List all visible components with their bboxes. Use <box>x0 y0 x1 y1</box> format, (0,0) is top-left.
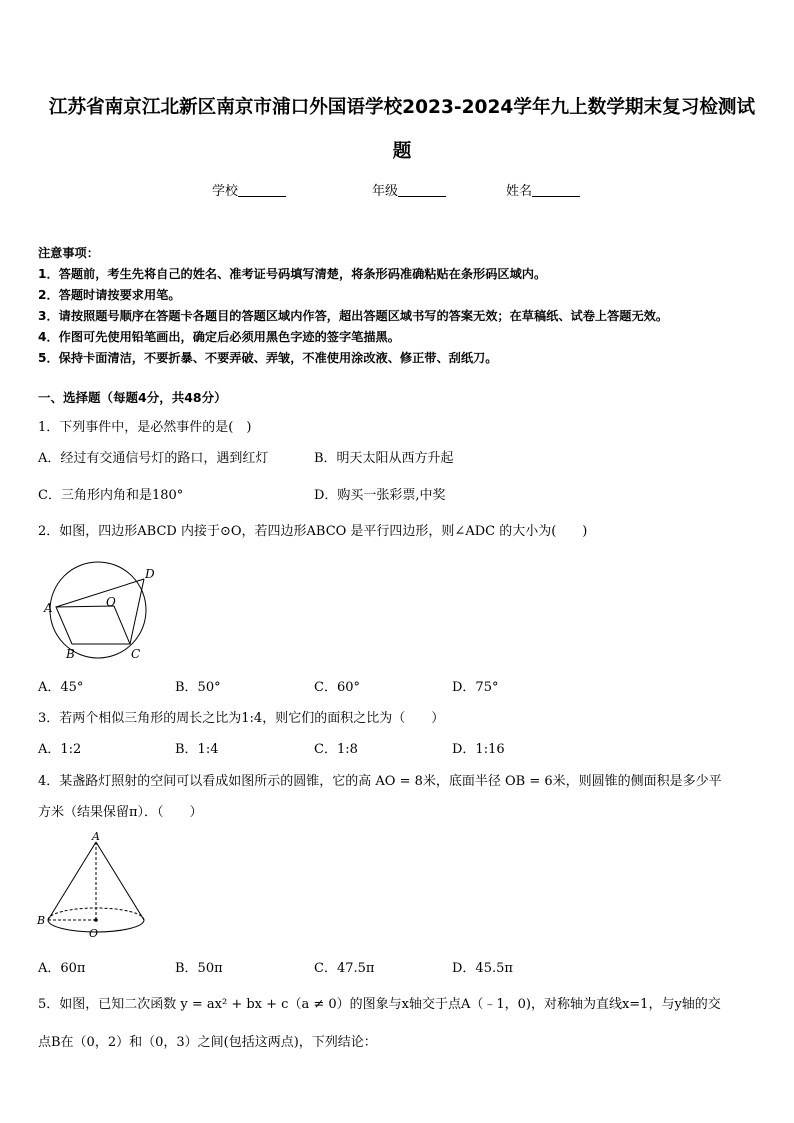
circle-quadrilateral-figure <box>36 560 168 664</box>
name-field <box>506 180 580 199</box>
question-3-option-c: C．1:8 <box>314 742 358 757</box>
grade-blank <box>398 183 446 197</box>
label-b: B <box>66 647 75 661</box>
question-2-option-d: D．75° <box>452 680 499 695</box>
parallelogram-abco <box>56 606 130 644</box>
question-1-option-d: D．购买一张彩票,中奖 <box>314 488 446 503</box>
label-a: A <box>44 601 53 615</box>
label-c: C <box>131 647 141 661</box>
question-2-stem: 2．如图，四边形ABCD 内接于⊙O，若四边形ABCO 是平行四边形，则∠ADC 的大小为( ) <box>38 524 588 539</box>
question-4-option-a: A．60π <box>38 961 86 976</box>
question-3-option-d: D．1:16 <box>452 742 505 757</box>
note-item: 5．保持卡面清洁，不要折暴、不要弄破、弄皱，不准使用涂改液、修正带、刮纸刀。 <box>38 351 498 365</box>
grade-field <box>372 180 446 199</box>
page-title: 江苏省南京江北新区南京市浦口外国语学校2023-2024学年九上数学期末复习检测试题 <box>48 97 756 162</box>
question-2-option-a: A．45° <box>38 680 84 695</box>
cone-left-edge <box>48 842 96 920</box>
question-5-stem-line1: 5．如图，已知二次函数 y = ax² + bx + c（a ≠ 0）的图象与x轴交于点A（﹣1，0)，对称轴为直线x=1，与y轴的交 <box>38 997 721 1012</box>
label-o: O <box>89 927 99 940</box>
question-2-option-b: B．50° <box>175 680 221 695</box>
question-3-option-b: B．1:4 <box>175 742 219 757</box>
question-4-stem-line1: 4．某盏路灯照射的空间可以看成如图所示的圆锥，它的高 AO = 8米，底面半径 OB = 6米，则圆锥的侧面积是多少平 <box>38 774 722 789</box>
notes-heading: 注意事项： <box>38 246 99 260</box>
school-field <box>212 180 286 199</box>
question-3-stem: 3．若两个相似三角形的周长之比为1:4，则它们的面积之比为（ ） <box>38 711 445 726</box>
note-item: 2．答题时请按要求用笔。 <box>38 288 181 302</box>
section-heading: 一、选择题（每题4分，共48分） <box>38 390 227 405</box>
center-point-o <box>94 918 98 922</box>
name-label: 姓名 <box>506 184 533 199</box>
label-o: O <box>106 595 116 609</box>
question-4-option-d: D．45.5π <box>452 961 513 976</box>
label-b: B <box>37 914 46 927</box>
name-blank <box>532 183 580 197</box>
school-label: 学校 <box>212 184 239 199</box>
question-1-stem: 1．下列事件中，是必然事件的是( ) <box>38 420 252 435</box>
question-1-option-a: A．经过有交通信号灯的路口，遇到红灯 <box>38 451 269 466</box>
question-4-option-c: C．47.5π <box>314 961 375 976</box>
label-a: A <box>92 830 100 843</box>
note-item: 1．答题前，考生先将自己的姓名、准考证号码填写清楚，将条形码准确粘贴在条形码区域内。 <box>38 267 547 281</box>
question-3-option-a: A．1:2 <box>38 742 82 757</box>
cone-figure <box>34 830 158 942</box>
label-d: D <box>145 567 155 581</box>
note-item: 3．请按照题号顺序在答题卡各题目的答题区域内作答，超出答题区域书写的答案无效；在草稿纸、试卷上答题无效。 <box>38 309 669 323</box>
note-item: 4．作图可先使用铅笔画出，确定后必须用黑色字迹的签字笔描黑。 <box>38 330 400 344</box>
question-4-option-b: B．50π <box>175 961 223 976</box>
segment-ad <box>56 579 144 607</box>
question-1-option-b: B．明天太阳从西方升起 <box>314 451 454 466</box>
cone-right-edge <box>96 842 144 920</box>
grade-label: 年级 <box>372 184 399 199</box>
question-1-option-c: C．三角形内角和是180° <box>38 488 184 503</box>
question-5-stem-line2: 点B在（0，2）和（0，3）之间(包括这两点)，下列结论： <box>38 1035 377 1050</box>
segment-dc <box>130 579 144 644</box>
school-blank <box>238 183 286 197</box>
question-2-option-c: C．60° <box>314 680 360 695</box>
question-4-stem-line2: 方米（结果保留π）．（ ） <box>38 805 203 820</box>
